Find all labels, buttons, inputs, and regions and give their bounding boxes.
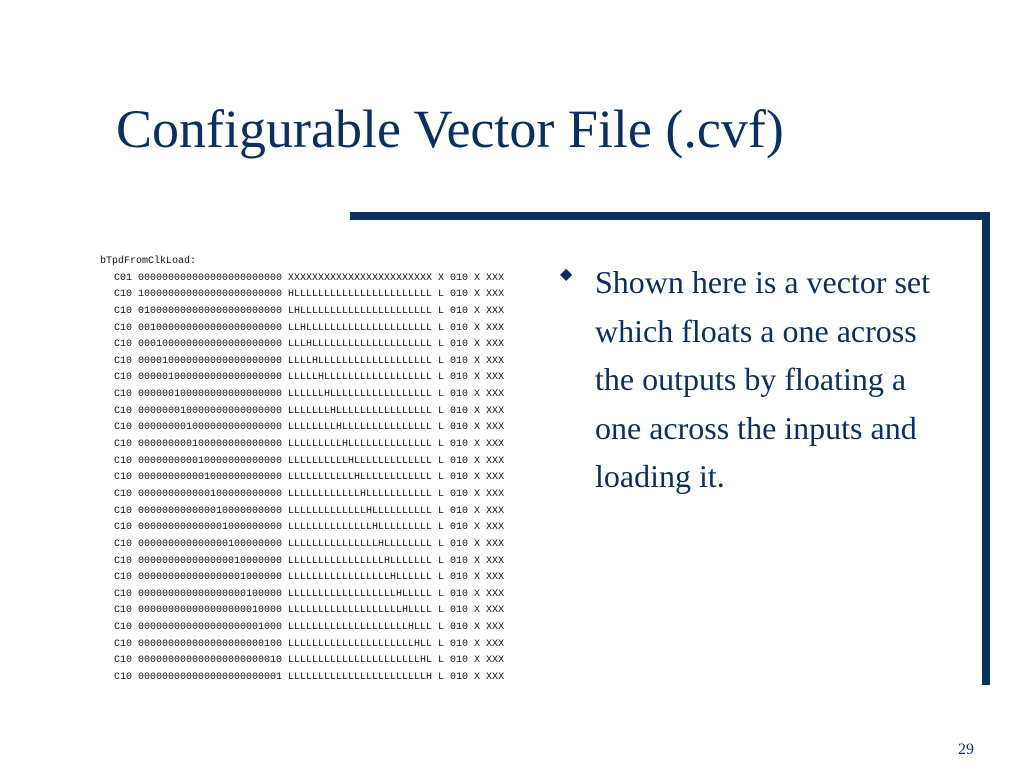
diamond-bullet-icon: ◆ [560,264,573,283]
code-lines [100,271,504,687]
code-line: C10 010000000000000000000000 LHLLLLLLLLLLLLLLLLLLLLLL L 010 X XXX [114,305,505,317]
code-line: C10 000010000000000000000000 LLLLHLLLLLLLLLLLLLLLLLLL L 010 X XXX [114,355,505,367]
code-line: C10 000000100000000000000000 LLLLLLHLLLLLLLLLLLLLLLLL L 010 X XXX [114,389,505,401]
code-line: C10 000100000000000000000000 LLLHLLLLLLLLLLLLLLLLLLLL L 010 X XXX [114,339,505,351]
decorative-top-rule [350,212,990,220]
code-line: C10 000000000000000000010000 LLLLLLLLLLLLLLLLLLLHLLLL L 010 X XXX [114,605,505,617]
code-line: C10 000000000000010000000000 LLLLLLLLLLLLLHLLLLLLLLLL L 010 X XXX [114,505,505,517]
page-number: 29 [958,741,974,758]
code-header: bTpdFromClkLoad: [100,256,197,267]
code-line: C10 000000000000100000000000 LLLLLLLLLLLLHLLLLLLLLLLL L 010 X XXX [114,488,505,500]
bullet-text: Shown here is a vector set which floats a one across the outputs by floating a one across the inputs and loading it. [595,264,931,494]
code-line: C10 000000000000000010000000 LLLLLLLLLLLLLLLLHLLLLLLL L 010 X XXX [114,555,505,567]
code-line: C10 000000010000000000000000 LLLLLLLHLLLLLLLLLLLLLLLL L 010 X XXX [114,405,505,417]
code-line: C10 000000000001000000000000 LLLLLLLLLLLHLLLLLLLLLLLL L 010 X XXX [114,472,505,484]
code-line: C10 000001000000000000000000 LLLLLHLLLLLLLLLLLLLLLLLL L 010 X XXX [114,372,505,384]
code-line: C10 000000000000000000001000 LLLLLLLLLLLLLLLLLLLLHLLL L 010 X XXX [114,622,505,634]
code-line: C10 000000000000000000000010 LLLLLLLLLLLLLLLLLLLLLLHL L 010 X XXX [114,655,505,667]
code-line: C10 000000000000000000100000 LLLLLLLLLLLLLLLLLLHLLLLL L 010 X XXX [114,588,505,600]
code-line: C10 001000000000000000000000 LLHLLLLLLLLLLLLLLLLLLLLL L 010 X XXX [114,322,505,334]
code-line: C10 000000000000000000000001 LLLLLLLLLLLLLLLLLLLLLLLH L 010 X XXX [114,672,505,684]
slide-title: Configurable Vector File (.cvf) [116,99,784,159]
vector-code-block [100,254,504,687]
decorative-right-rule [982,212,990,685]
code-line: C10 000000000000000100000000 LLLLLLLLLLLLLLLHLLLLLLLL L 010 X XXX [114,538,505,550]
code-line: C10 000000000000000000000100 LLLLLLLLLLLLLLLLLLLLLHLL L 010 X XXX [114,638,505,650]
code-line: C10 100000000000000000000000 HLLLLLLLLLLLLLLLLLLLLLLL L 010 X XXX [114,289,505,301]
code-line: C10 000000000000001000000000 LLLLLLLLLLLLLLHLLLLLLLLL L 010 X XXX [114,522,505,534]
code-line: C10 000000000100000000000000 LLLLLLLLLHLLLLLLLLLLLLLL L 010 X XXX [114,439,505,451]
code-line: C10 000000000010000000000000 LLLLLLLLLLHLLLLLLLLLLLLL L 010 X XXX [114,455,505,467]
code-line: C10 000000001000000000000000 LLLLLLLLHLLLLLLLLLLLLLLL L 010 X XXX [114,422,505,434]
code-line: C01 000000000000000000000000 XXXXXXXXXXXXXXXXXXXXXXXX X 010 X XXX [114,272,505,284]
code-line: C10 000000000000000001000000 LLLLLLLLLLLLLLLLLHLLLLLL L 010 X XXX [114,572,505,584]
